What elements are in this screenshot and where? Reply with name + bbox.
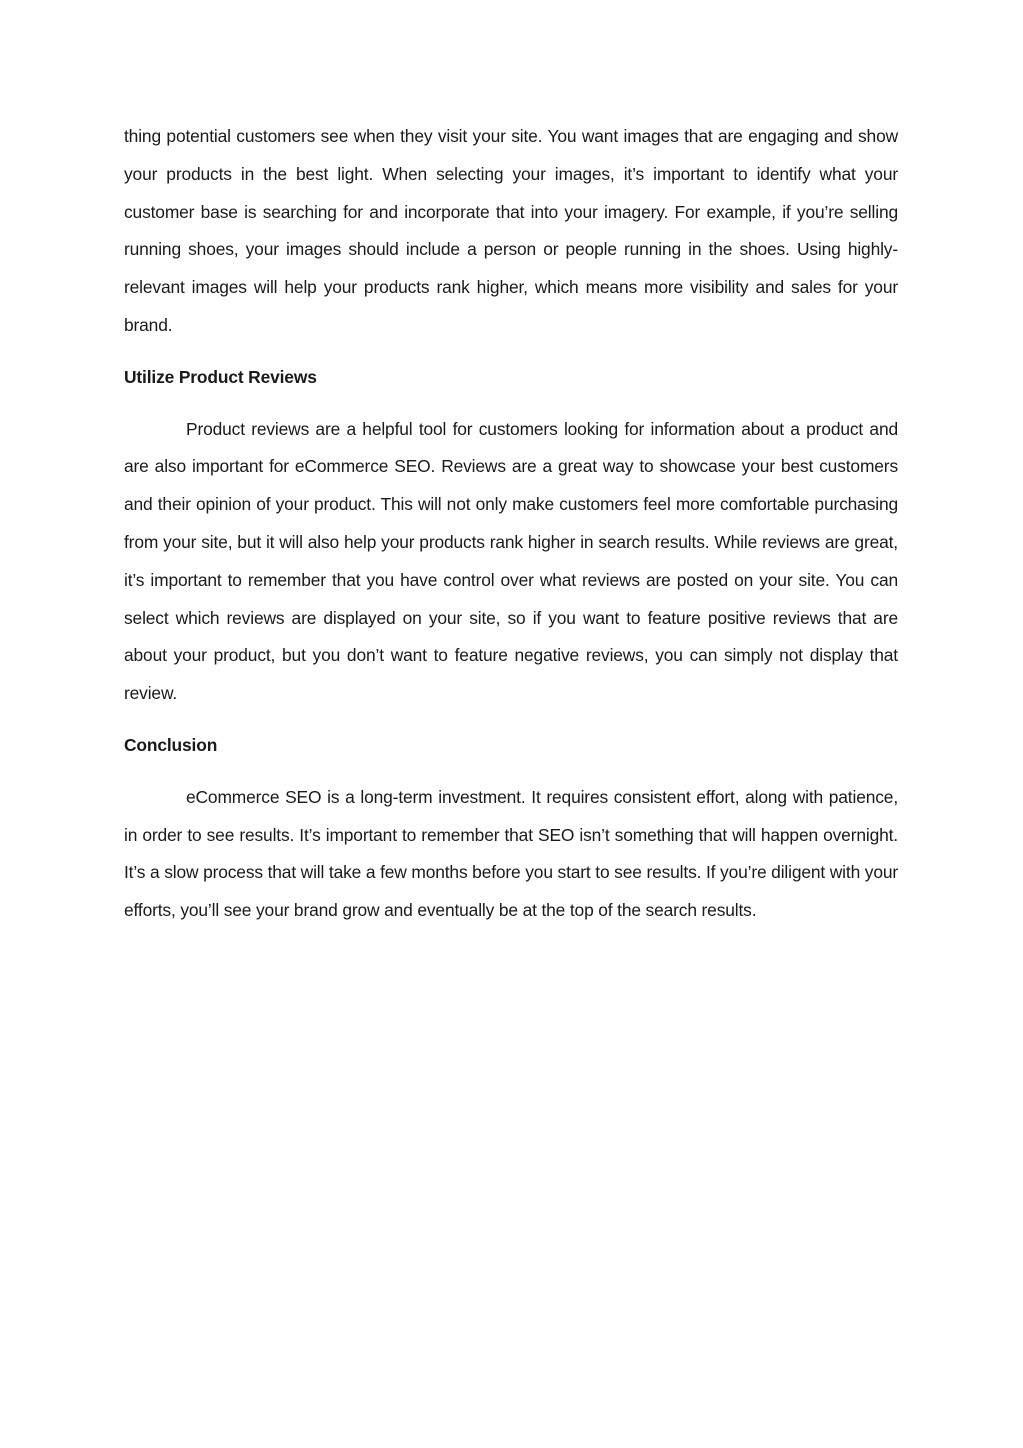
section-heading-conclusion: Conclusion <box>124 734 218 755</box>
section-body-conclusion: eCommerce SEO is a long-term investment. It requires consistent effort, along with patience, in order to see results. It’s important to remember that SEO isn’t something that will happen overnight. It’s a slow process that will take a few months before you start to see results. If you’re diligent with your efforts, you’ll see your brand grow and eventually be at the top of the search results. <box>124 786 898 921</box>
spacer <box>124 345 898 359</box>
section-body-product-reviews: Product reviews are a helpful tool for customers looking for information about a product and are also important for eCommerce SEO. Reviews are a great way to showcase your best customers and their opinion of your product. This will not only make customers feel more comfortable purchasing from your site, but it will also help your products rank higher in search results. While reviews are great, it’s important to remember that you have control over what reviews are posted on your site. You can select which reviews are displayed on your site, so if you want to feature positive reviews that are about your product, but you don’t want to feature negative reviews, you can simply not display that review. <box>124 418 898 704</box>
spacer <box>124 713 898 727</box>
intro-paragraph: thing potential customers see when they visit your site. You want images that are engaging and show your products in the best light. When selecting your images, it’s important to identify what your customer base is searching for and incorporate that into your imagery. For example, if you’re selling running shoes, your images should include a person or people running in the shoes. Using highly-relevant images will help your products rank higher, which means more visibility and sales for your brand. <box>124 126 898 335</box>
section-heading-product-reviews: Utilize Product Reviews <box>124 366 317 387</box>
spacer <box>124 397 898 411</box>
spacer <box>124 765 898 779</box>
document-page <box>124 118 898 930</box>
